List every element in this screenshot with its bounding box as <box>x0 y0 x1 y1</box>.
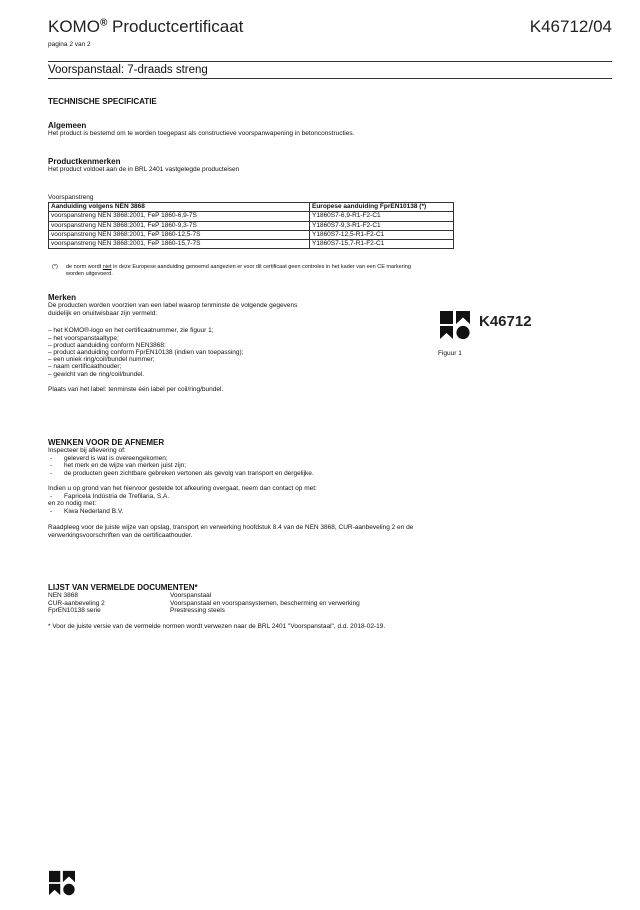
table-row <box>48 607 608 615</box>
spec-cell-nen: voorspanstreng NEN 3868:2001, FeP 1860-6,9-7S <box>49 212 310 221</box>
logo-certificate-id: K46712 <box>479 313 532 330</box>
contact-mid: en zo nodig met: <box>48 500 97 508</box>
spec-col-eu: Europese aanduiding FprEN10138 (*) <box>310 203 454 212</box>
voorspanstreng-section <box>48 194 454 249</box>
komo-footer-logo-icon <box>48 870 76 896</box>
list-item: - Kiwa Nederland B.V. <box>48 508 608 515</box>
list-item: – naam certificaathouder; <box>48 363 122 371</box>
list-item: – het KOMO®-logo en het certificaatnummer, zie figuur 1; <box>48 327 214 335</box>
contact-list-1 <box>48 493 608 500</box>
documents-heading: LIJST VAN VERMELDE DOCUMENTEN* <box>48 583 198 592</box>
algemeen-section <box>48 121 608 138</box>
document-code: FprEN10138 serie <box>48 607 101 614</box>
contact-intro: Indien u op grond van het hiervoor gestelde tot afkeuring overgaat, neem dan contact op met: <box>48 484 317 492</box>
spec-cell-eu: Y1860S7-15,7-R1-F2-C1 <box>310 240 454 249</box>
wenken-list <box>48 455 608 477</box>
algemeen-text: Het product is bestemd om te worden toegepast als constructieve voorspanwapening in betonconstructies. <box>48 130 355 137</box>
spec-cell-nen: voorspanstreng NEN 3868:2001, FeP 1860-9,3-7S <box>49 221 310 230</box>
wenken-section <box>48 438 608 540</box>
productkenmerken-heading: Productkenmerken <box>48 157 121 166</box>
label-placement: Plaats van het label: tenminste één label per coil/ring/bundel. <box>48 385 224 393</box>
komo-logo-icon <box>439 310 471 340</box>
document-code: NEN 3868 <box>48 592 78 599</box>
merken-list <box>48 327 428 377</box>
spec-cell-eu: Y1860S7-12,5-R1-F2-C1 <box>310 230 454 239</box>
document-desc: Voorspanstaal <box>170 592 212 599</box>
technical-spec-heading: TECHNISCHE SPECIFICATIE <box>48 97 157 106</box>
productkenmerken-text: Het product voldoet aan de in BRL 2401 vastgelegde producteisen <box>48 166 240 173</box>
certificate-number: K46712/04 <box>529 17 612 36</box>
merken-heading: Merken <box>48 293 77 302</box>
list-item: - de producten geen zichtbare gebreken vertonen als gevolg van transport en dergelijke. <box>48 470 608 477</box>
list-item: – een uniek ring/coil/bundel nummer; <box>48 356 155 364</box>
list-item: - Fapricela Indústria de Trefilaria, S.A. <box>48 493 608 500</box>
merken-intro-2: duidelijk en onuitwisbaar zijn vermeld: <box>48 310 158 318</box>
spec-cell-eu: Y1860S7-6,9-R1-F2-C1 <box>310 212 454 221</box>
table-row <box>48 592 608 600</box>
spec-cell-nen: voorspanstreng NEN 3868:2001, FeP 1860-12,5-7S <box>49 230 310 239</box>
documents-section <box>48 583 608 631</box>
certificate-title: KOMO® Productcertificaat <box>48 17 244 36</box>
figure-caption: Figuur 1 <box>438 350 462 357</box>
list-item: - het merk en de wijze van merken juist zijn; <box>48 462 608 469</box>
documents-footnote: * Voor de juiste versie van de vermelde normen wordt verwezen naar de BRL 2401 "Voorspanstaal", d.d. 2018-02-19. <box>48 622 386 630</box>
table-footnote: (*) de norm wordt niet in deze Europese aanduiding genoemd aangezien er voor dit certificaat geen controles in het kader van een CE markering worden uitgevoerd. <box>52 264 411 277</box>
table-row <box>49 212 454 221</box>
list-item: – product aanduiding conform FprEN10138 (indien van toepassing); <box>48 349 244 357</box>
spec-table <box>48 202 454 249</box>
table-row <box>49 221 454 230</box>
merken-section <box>48 293 428 394</box>
contact-list-2 <box>48 508 608 515</box>
productkenmerken-section <box>48 157 608 174</box>
spec-col-nen: Aanduiding volgens NEN 3868 <box>49 203 310 212</box>
document-code: CUR-aanbeveling 2 <box>48 599 105 607</box>
page-number: pagina 2 van 2 <box>48 41 91 48</box>
table-row <box>48 600 608 608</box>
list-item: - geleverd is wat is overeengekomen; <box>48 455 608 462</box>
advice-text: Raadpleeg voor de juiste wijze van opslag, transport en verwerking hoofdstuk 8.4 van de NEN 3868, CUR-aanbeveling 2 en de <box>48 523 414 531</box>
algemeen-heading: Algemeen <box>48 121 87 130</box>
spec-table-header <box>49 203 454 212</box>
table-row <box>49 230 454 239</box>
spec-cell-nen: voorspanstreng NEN 3868:2001, FeP 1860-15,7-7S <box>49 240 310 249</box>
wenken-intro: Inspecteer bij aflevering of: <box>48 447 126 454</box>
voorspanstreng-label: Voorspanstreng <box>48 194 94 201</box>
merken-intro: De producten worden voorzien van een label waarop tenminste de volgende gegevens <box>48 302 298 309</box>
list-item: – het voorspanstaaltype; <box>48 334 119 342</box>
wenken-heading: WENKEN VOOR DE AFNEMER <box>48 438 165 447</box>
document-subtitle: Voorspanstaal: 7-draads streng <box>48 61 612 79</box>
list-item: – gewicht van de ring/coil/bundel. <box>48 370 145 378</box>
table-row <box>49 240 454 249</box>
list-item: – product aanduiding conform NEN3868; <box>48 341 166 349</box>
document-desc: Prestressing steels <box>170 607 225 614</box>
document-desc: Voorspanstaal en voorspansystemen, bescherming en verwerking <box>170 599 360 607</box>
spec-cell-eu: Y1860S7-9,3-R1-F2-C1 <box>310 221 454 230</box>
advice-text-2: verwerkingsvoorschriften van de certificaathouder. <box>48 531 193 539</box>
